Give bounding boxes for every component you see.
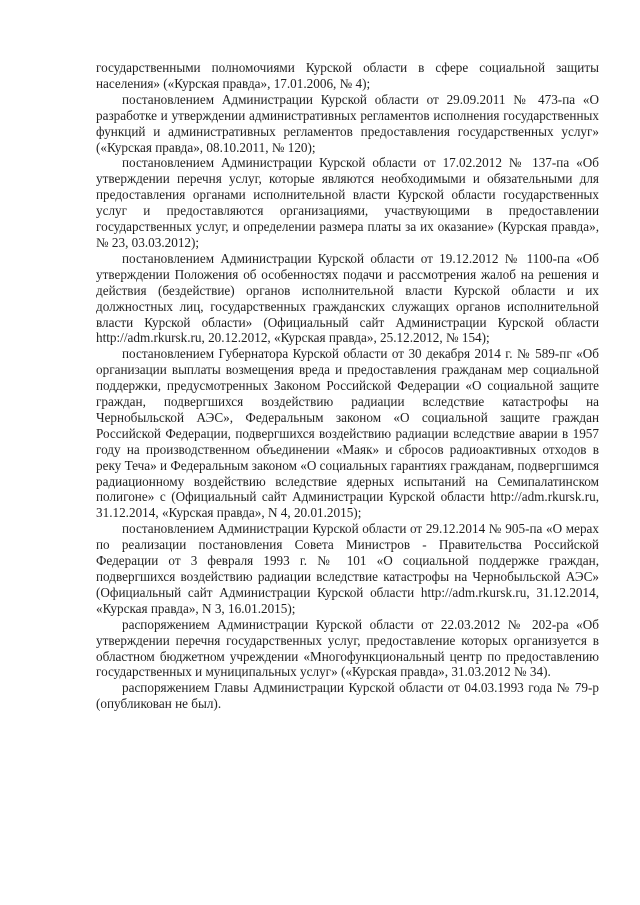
paragraph-order-79-r: распоряжением Главы Администрации Курской области от 04.03.1993 года № 79-р (опубликован не был). (96, 680, 599, 712)
paragraph-social-protection-tail: государственными полномочиями Курской области в сфере социальной защиты населения» («Курская правда», 17.01.2006, № 4); (96, 60, 599, 91)
paragraph-resolution-137-pa: постановлением Администрации Курской области от 17.02.2012 № 137-па «Об утверждении перечня услуг, которые являются необходимыми и обязательными для предоставления органами исполнительной власти Курской области государственных услуг и предоставляются организациями, участвующими в предоставлении государственных услуг, и определении размера платы за их оказание» (Курская правда», № 23, 03.03.2012); (96, 155, 599, 250)
paragraph-resolution-1100-pa: постановлением Администрации Курской области от 19.12.2012 № 1100-па «Об утверждении Положения об особенностях подачи и рассмотрения жалоб на решения и действия (бездействие) органов исполнительной власти Курской области и их должностных лиц, государственных гражданских служащих органов исполнительной власти Курской области» (Официальный сайт Администрации Курской области http://adm.rkursk.ru, 20.12.2012, «Курская правда», 25.12.2012, № 154); (96, 250, 599, 346)
document-page (96, 60, 599, 712)
paragraph-order-202-ra: распоряжением Администрации Курской области от 22.03.2012 № 202-ра «Об утверждении перечня государственных услуг, предоставление которых организуется в областном бюджетном учреждении «Многофункциональный центр по предоставлению государственных и муниципальных услуг» («Курская правда», 31.03.2012 № 34). (96, 616, 599, 680)
paragraph-resolution-473-pa: постановлением Администрации Курской области от 29.09.2011 № 473-па «О разработке и утверждении административных регламентов исполнения государственных функций и административных регламентов предоставления государственных услуг» («Курская правда», 08.10.2011, № 120); (96, 91, 599, 155)
paragraph-resolution-589-pg: постановлением Губернатора Курской области от 30 декабря 2014 г. № 589-пг «Об организации выплаты возмещения вреда и предоставления гражданам мер социальной поддержки, предусмотренных Законом Российской Федерации «О социальной защите граждан, подвергшихся воздействию радиации вследствие катастрофы на Чернобыльской АЭС», Федеральным законом «О социальной защите граждан Российской Федерации, подвергшихся воздействию радиации вследствие аварии в 1957 году на производственном объединении «Маяк» и сбросов радиоактивных отходов в реку Теча» и Федеральным законом «О социальных гарантиях гражданам, подвергшимся радиационному воздействию вследствие ядерных испытаний на Семипалатинском полигоне» с (Официальный сайт Администрации Курской области http://adm.rkursk.ru, 31.12.2014, «Курская правда», N 4, 20.01.2015); (96, 346, 599, 521)
paragraph-resolution-905-pa: постановлением Администрации Курской области от 29.12.2014 № 905-па «О мерах по реализации постановления Совета Министров - Правительства Российской Федерации от 3 февраля 1993 г. № 101 «О социальной поддержке граждан, подвергшихся воздействию радиации вследствие катастрофы на Чернобыльской АЭС» (Официальный сайт Администрации Курской области http://adm.rkursk.ru, 31.12.2014, «Курская правда», N 3, 16.01.2015); (96, 521, 599, 616)
